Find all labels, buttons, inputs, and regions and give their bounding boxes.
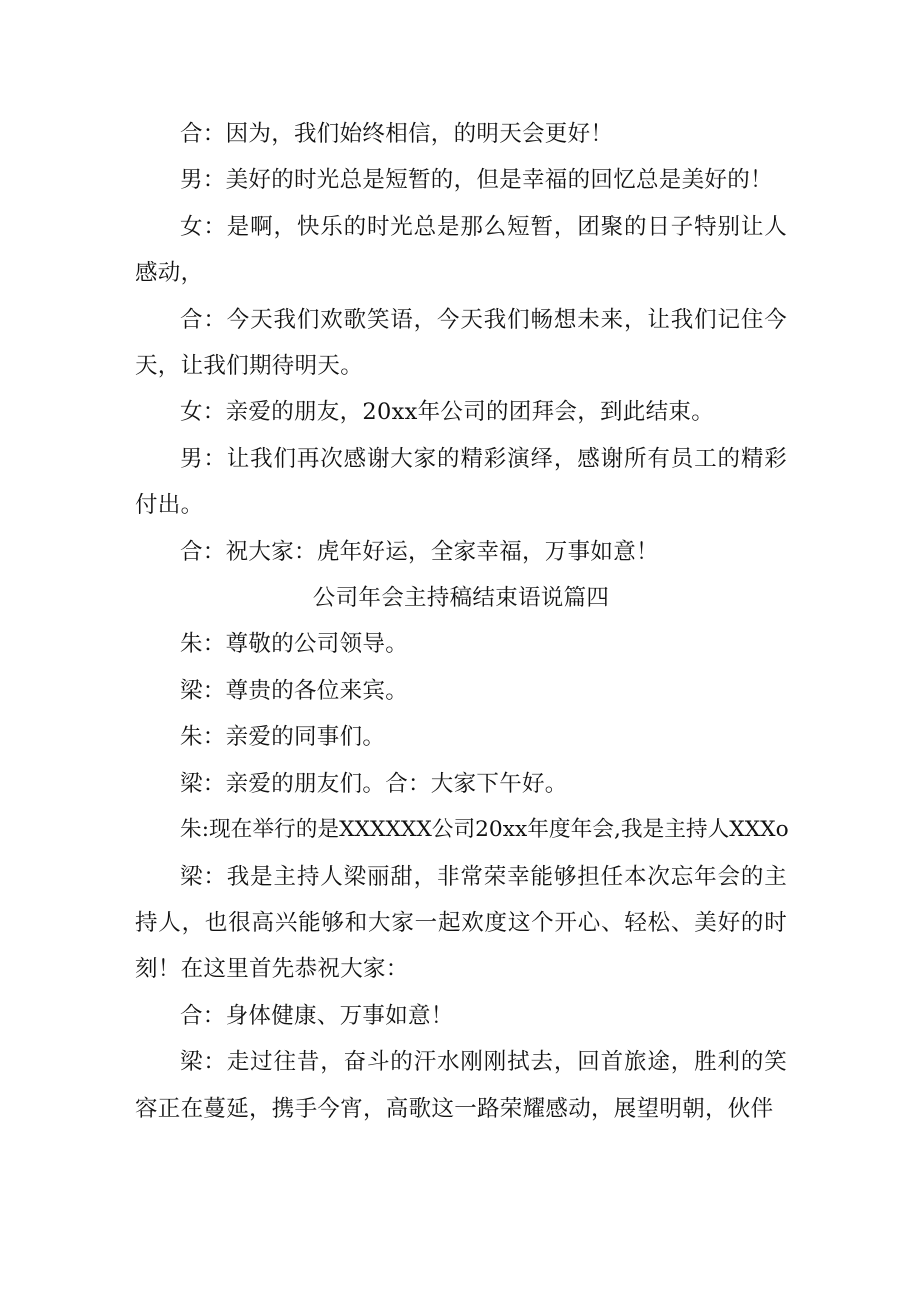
paragraph: 梁：亲爱的朋友们。合：大家下午好。 [180, 770, 568, 797]
paragraph: 合：今天我们欢歌笑语，今天我们畅想未来，让我们记住今天，让我们期待明天。 [135, 306, 787, 380]
paragraph: 梁：走过往昔，奋斗的汗水刚刚拭去，回首旅途，胜利的笑容正在蔓延，携手今宵，高歌这一路荣耀感动，展望明朝，伙伴 [135, 1049, 787, 1122]
paragraph: 梁：尊贵的各位来宾。 [180, 677, 409, 704]
paragraph: 朱：尊敬的公司领导。 [180, 631, 409, 658]
section-heading: 公司年会主持稿结束语说篇四 [312, 585, 610, 612]
paragraph: 男：美好的时光总是短暂的，但是幸福的回忆总是美好的！ [180, 167, 773, 194]
paragraph: 梁：我是主持人梁丽甜，非常荣幸能够担任本次忘年会的主持人，也很高兴能够和大家一起欢度这个开心、轻松、美好的时刻！在这里首先恭祝大家： [135, 863, 787, 983]
paragraph: 朱：亲爱的同事们。 [180, 724, 386, 751]
paragraph: 合：祝大家：虎年好运，全家幸福，万事如意！ [180, 538, 659, 565]
paragraph: 合：身体健康、万事如意！ [180, 1002, 454, 1029]
paragraph: 女：是啊，快乐的时光总是那么短暂，团聚的日子特别让人感动， [135, 213, 787, 287]
paragraph: 合：因为，我们始终相信，的明天会更好！ [180, 121, 614, 147]
paragraph: 朱:现在举行的是XXXXXX公司20xx年度年会,我是主持人XXXo [180, 817, 789, 843]
document-body [135, 111, 787, 1132]
paragraph: 男：让我们再次感谢大家的精彩演绎，感谢所有员工的精彩付出。 [135, 445, 787, 519]
paragraph: 女：亲爱的朋友，20xx年公司的团拜会，到此结束。 [180, 399, 715, 426]
